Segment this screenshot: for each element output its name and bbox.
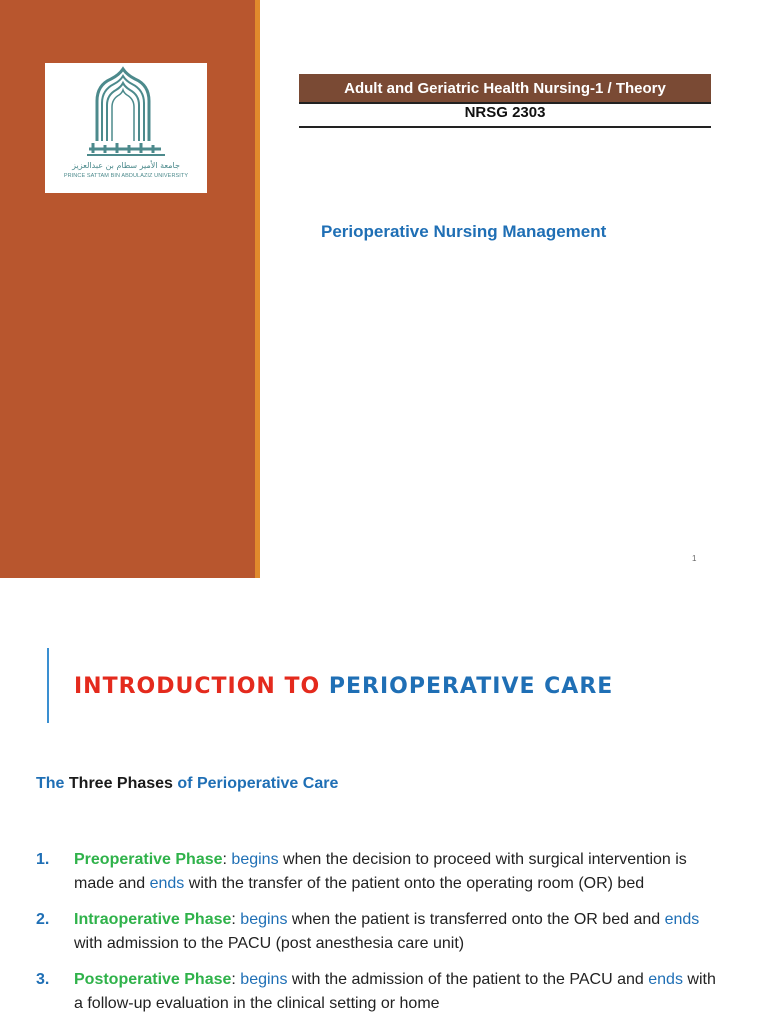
keyword-begins: begins <box>231 851 279 868</box>
phase-text-1: when the decision to proceed with surgical intervention is made and <box>74 851 687 892</box>
logo-arch-icon <box>45 63 207 163</box>
phase-colon: : <box>222 851 232 868</box>
phase-label: Postoperative Phase <box>74 971 232 988</box>
phase-text-2: with the transfer of the patient onto the operating room (OR) bed <box>184 875 645 892</box>
course-code: NRSG 2303 <box>299 104 711 128</box>
course-title-bar <box>299 74 711 104</box>
list-number: 3. <box>36 971 50 988</box>
university-logo <box>45 63 207 193</box>
list-item <box>36 848 726 896</box>
heading-accent-line <box>47 648 49 723</box>
phases-list <box>36 848 726 1028</box>
phases-title-the: The <box>36 775 69 792</box>
phases-title-rest: of Perioperative Care <box>172 775 339 792</box>
keyword-ends: ends <box>664 911 700 928</box>
phase-label: Preoperative Phase <box>74 851 223 868</box>
phase-label: Intraoperative Phase <box>74 911 232 928</box>
phase-colon: : <box>231 971 241 988</box>
phase-text-2: with a follow-up evaluation in the clinical setting or home <box>74 971 716 1012</box>
keyword-ends: ends <box>149 875 185 892</box>
keyword-begins: begins <box>240 911 288 928</box>
logo-arabic-text: جامعة الأمير سطام بن عبدالعزيز <box>72 161 180 170</box>
page-number: 1 <box>692 554 697 563</box>
phase-text-2: with admission to the PACU (post anesthesia care unit) <box>74 935 465 952</box>
phase-text-1: when the patient is transferred onto the OR bed and <box>287 911 665 928</box>
keyword-begins: begins <box>240 971 288 988</box>
slide-heading <box>74 674 613 699</box>
list-number: 1. <box>36 851 50 868</box>
list-text <box>74 848 726 896</box>
logo-english-text: PRINCE SATTAM BIN ABDULAZIZ UNIVERSITY <box>63 173 189 179</box>
heading-part-care: PERIOPERATIVE CARE <box>328 674 614 699</box>
keyword-ends: ends <box>648 971 683 988</box>
side-accent-stripe <box>255 0 260 578</box>
list-item <box>36 908 726 956</box>
list-text <box>74 908 726 956</box>
intro-slide <box>0 578 768 1024</box>
slide-subtitle: Perioperative Nursing Management <box>321 222 607 241</box>
course-title: Adult and Geriatric Health Nursing-1 / Theory <box>344 79 666 97</box>
phase-colon: : <box>231 911 241 928</box>
phases-title-three-phases: Three Phases <box>68 775 173 792</box>
list-item <box>36 968 726 1016</box>
phases-title <box>36 775 338 793</box>
list-text <box>74 968 726 1016</box>
phase-text-1: with the admission of the patient to the PACU and <box>287 971 649 988</box>
heading-part-intro: INTRODUCTION TO <box>74 674 329 699</box>
list-number: 2. <box>36 911 50 928</box>
